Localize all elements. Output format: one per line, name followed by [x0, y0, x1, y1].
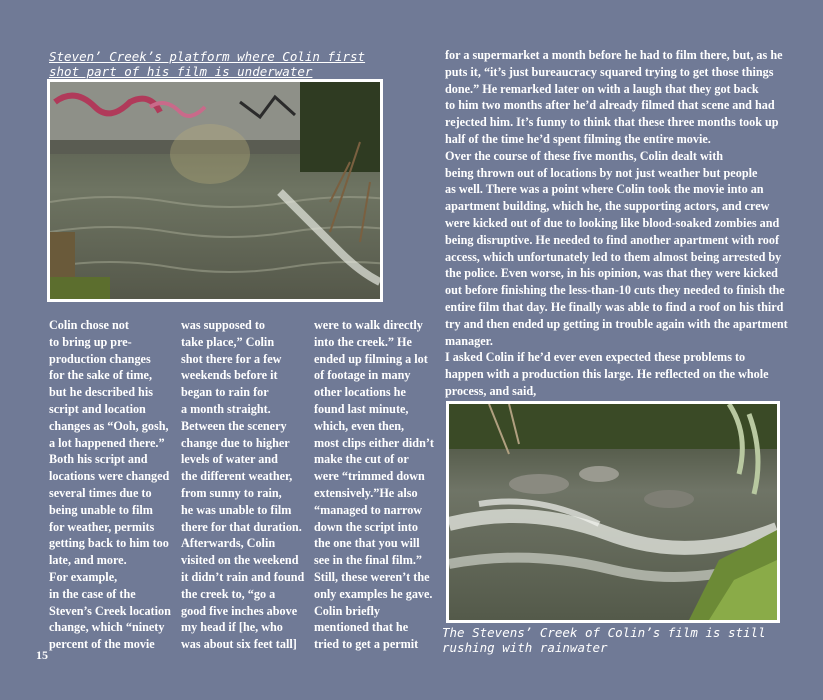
body-column-4: for a supermarket a month before he had to film there, but, as he puts it, “it’s just bureaucracy squared trying to get those things done.” He remarked later on with a laugh that they got back to him two months after he’d already filmed that scene and had rejected him. It’s funny to think that these three months took up half of the time he’d spent filming the entire movie. Over the course of these five months, Colin dealt with being thrown out of locations by not just weather but people as well. There was a point where Colin took the movie into an apartment building, which he, the supporting actors, and crew were kicked out of due to looking like blood-soaked zombies and being disruptive. He needed to find another apartment with roof access, which unfortunately led to them almost being arrested by the police. Even worse, in his opinion, was that they were kicked out before finishing the less-than-10 cuts they needed to finish the entire film that day. He finally was able to find a roof on his third try and then ended up getting in trouble again with the apartment manager. I asked Colin if he’d ever even expected these problems to happen with a production this large. He reflected on the whole process, and said,	[445, 48, 788, 398]
body-column-2: was supposed to take place,” Colin shot there for a few weekends before it began to rain for a month straight. Between the scenery change due to higher levels of water and the different weather, from sunny to rain, he was unable to film there for that duration. Afterwards, Colin visited on the weekend it didn’t rain and found the creek to, “go a good five inches above my head if [he, who was about six feet tall]	[181, 318, 305, 652]
creek-platform-photo	[47, 79, 383, 302]
bottom-photo-caption: The Stevens’ Creek of Colin’s film is still rushing with rainwater	[442, 625, 766, 655]
body-column-3: were to walk directly into the creek.” He ended up filming a lot of footage in many other locations he found last minute, which, even then, most clips either didn’t make the cut of or were “trimmed down extensively.”He also “managed to narrow down the script into the one that you will see in the final film.” Still, these weren’t the only examples he gave. Colin briefly mentioned that he tried to get a permit	[314, 318, 434, 652]
body-column-1: Colin chose not to bring up pre- production changes for the sake of time, but he described his script and location changes as “Ooh, gosh, a lot happened there.” Both his script and locations were changed several times due to being unable to film for weather, permits getting back to him too late, and more. For example, in the case of the Steven’s Creek location change, which “ninety percent of the movie	[49, 318, 171, 652]
rushing-creek-photo	[446, 401, 780, 623]
page-number: 15	[36, 648, 48, 662]
top-photo-caption: Steven’ Creek’s platform where Colin first shot part of his film is underwater	[49, 49, 366, 79]
